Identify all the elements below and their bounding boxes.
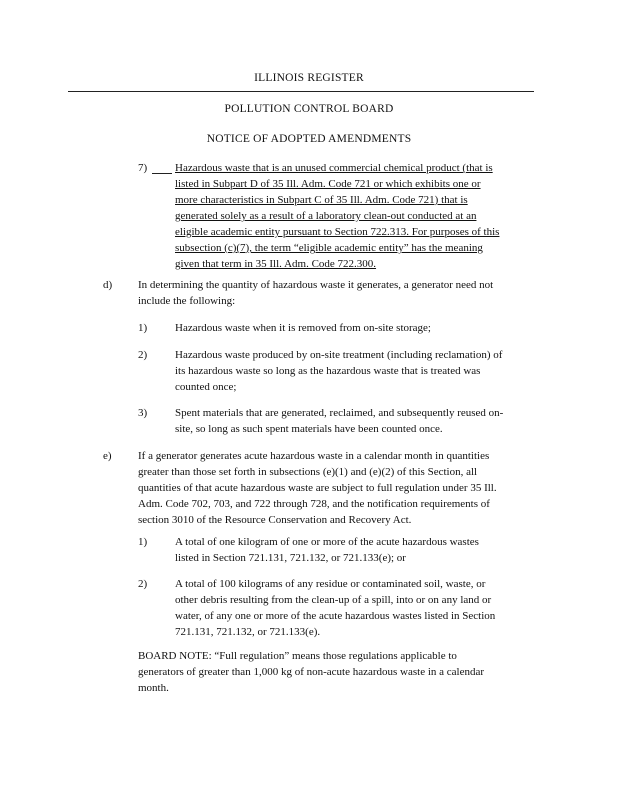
section-e-item-2-line-2: other debris resulting from the clean-up of a spill, into or on any land or <box>175 594 492 606</box>
section-e-line-3: quantities of that acute hazardous waste are subject to full regulation under 35 Ill. <box>138 482 497 494</box>
section-e-item-2-number: 2) <box>138 578 148 590</box>
section-e-item-2-line-1: A total of 100 kilograms of any residue or contaminated soil, waste, or <box>175 578 486 590</box>
section-e-line-2: greater than those set forth in subsections (e)(1) and (e)(2) of this Section, all <box>138 466 478 478</box>
item-7-line-4: generated solely as a result of a laboratory clean-out conducted at an <box>175 210 477 222</box>
section-d-item-2-number: 2) <box>138 349 148 361</box>
section-d-item-3-line-2: site, so long as such spent materials have been counted once. <box>175 423 443 435</box>
section-d-item-2-line-3: counted once; <box>175 381 237 393</box>
section-e-item-1-number: 1) <box>138 536 148 548</box>
section-e-item-1-line-1: A total of one kilogram of one or more of the acute hazardous wastes <box>175 536 479 548</box>
section-d-item-1-number: 1) <box>138 322 148 334</box>
section-d-item-2-line-1: Hazardous waste produced by on-site treatment (including reclamation) of <box>175 349 503 361</box>
section-e-line-1: If a generator generates acute hazardous waste in a calendar month in quantities <box>138 450 490 462</box>
item-7-line-1: Hazardous waste that is an unused commercial chemical product (that is <box>175 162 493 174</box>
section-e-item-1-line-2: listed in Section 721.131, 721.132, or 721.133(e); or <box>175 552 406 564</box>
section-d-item-3-number: 3) <box>138 407 148 419</box>
section-d-item-1-line-1: Hazardous waste when it is removed from on-site storage; <box>175 322 431 334</box>
item-7-blank-line <box>152 173 172 174</box>
item-7-line-5: eligible academic entity pursuant to Section 722.313. For purposes of this <box>175 226 500 238</box>
section-e-item-2-line-3: water, of any one or more of the acute hazardous wastes listed in Section <box>175 610 496 622</box>
section-d-item-3-line-1: Spent materials that are generated, reclaimed, and subsequently reused on- <box>175 407 504 419</box>
board-note-line-1: BOARD NOTE: “Full regulation” means those regulations applicable to <box>138 650 457 662</box>
header-rule <box>68 91 534 92</box>
board-note-line-2: generators of greater than 1,000 kg of non-acute hazardous waste in a calendar <box>138 666 485 678</box>
item-7-line-6: subsection (c)(7), the term “eligible academic entity” has the meaning <box>175 242 483 254</box>
item-7-line-7: given that term in 35 Ill. Adm. Code 722.300. <box>175 258 377 270</box>
board-note-line-3: month. <box>138 682 169 694</box>
section-d-item-2-line-2: its hazardous waste so long as the hazardous waste that is treated was <box>175 365 481 377</box>
item-7-number: 7) <box>138 162 148 174</box>
board-title: POLLUTION CONTROL BOARD <box>224 103 394 115</box>
section-d-line-2: include the following: <box>138 295 236 307</box>
section-e-line-5: section 3010 of the Resource Conservation and Recovery Act. <box>138 514 412 526</box>
section-e-label: e) <box>103 450 112 462</box>
register-title: ILLINOIS REGISTER <box>254 72 364 84</box>
section-e-line-4: Adm. Code 702, 703, and 722 through 728, and the notification requirements of <box>138 498 490 510</box>
section-d-line-1: In determining the quantity of hazardous waste it generates, a generator need not <box>138 279 494 291</box>
section-e-item-2-line-4: 721.131, 721.132, or 721.133(e). <box>175 626 321 638</box>
item-7-line-3: more characteristics in Subpart C of 35 Ill. Adm. Code 721) that is <box>175 194 468 206</box>
section-d-label: d) <box>103 279 113 291</box>
item-7-line-2: listed in Subpart D of 35 Ill. Adm. Code 721 or which exhibits one or <box>175 178 481 190</box>
notice-title: NOTICE OF ADOPTED AMENDMENTS <box>206 133 412 145</box>
